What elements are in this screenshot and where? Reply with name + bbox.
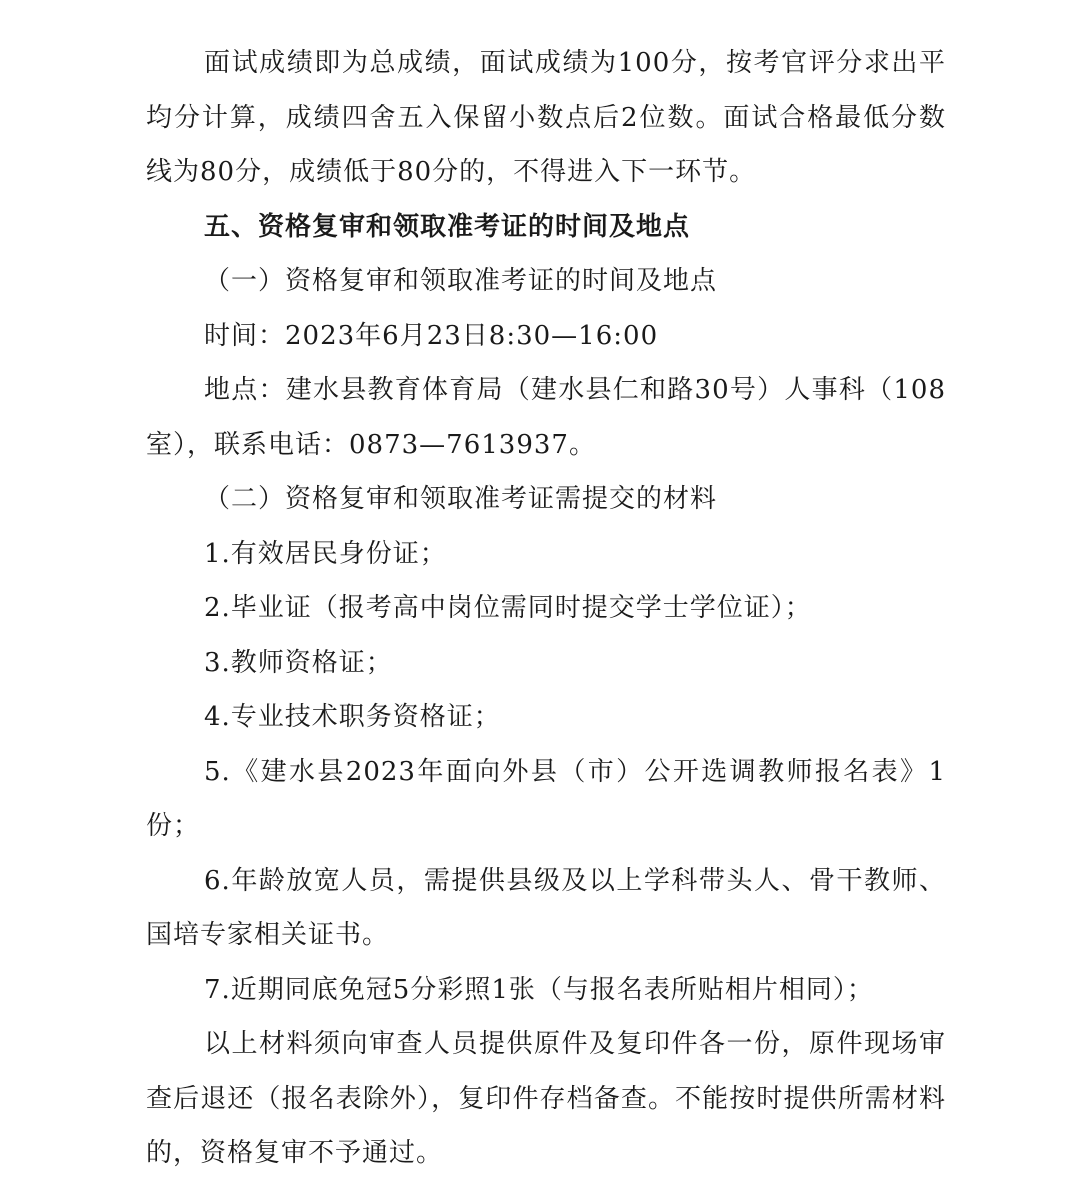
subsection-heading-1: （一）资格复审和领取准考证的时间及地点 (204, 266, 718, 296)
subsection-heading-2: （二）资格复审和领取准考证需提交的材料 (204, 484, 718, 514)
materials-note-paragraph: 以上材料须向审查人员提供原件及复印件各一份，原件现场审查后退还（报名表除外），复印件存档备查。不能按时提供所需材料的，资格复审不予通过。 (146, 1029, 946, 1168)
material-item-7: 7.近期同底免冠5分彩照1张（与报名表所贴相片相同）； (204, 974, 874, 1005)
material-item-3: 3.教师资格证； (204, 647, 393, 678)
document-body (146, 36, 946, 1181)
section-heading-5: 五、资格复审和领取准考证的时间及地点 (204, 211, 691, 242)
material-item-6: 6.年龄放宽人员，需提供县级及以上学科带头人、骨干教师、国培专家相关证书。 (146, 865, 946, 950)
review-location: 地点：建水县教育体育局（建水县仁和路30号）人事科（108室），联系电话：0873—7613937。 (146, 375, 946, 460)
material-item-2: 2.毕业证（报考高中岗位需同时提交学士学位证）； (204, 593, 812, 623)
material-item-5: 5.《建水县2023年面向外县（市）公开选调教师报名表》1份； (146, 756, 946, 841)
material-item-1: 1.有效居民身份证； (204, 538, 447, 569)
material-item-4: 4.专业技术职务资格证； (204, 702, 501, 732)
interview-score-paragraph: 面试成绩即为总成绩，面试成绩为100分，按考官评分求出平均分计算，成绩四舍五入保留小数点后2位数。面试合格最低分数线为80分，成绩低于80分的，不得进入下一环节。 (146, 48, 946, 187)
review-time: 时间：2023年6月23日8:30—16:00 (204, 320, 659, 351)
